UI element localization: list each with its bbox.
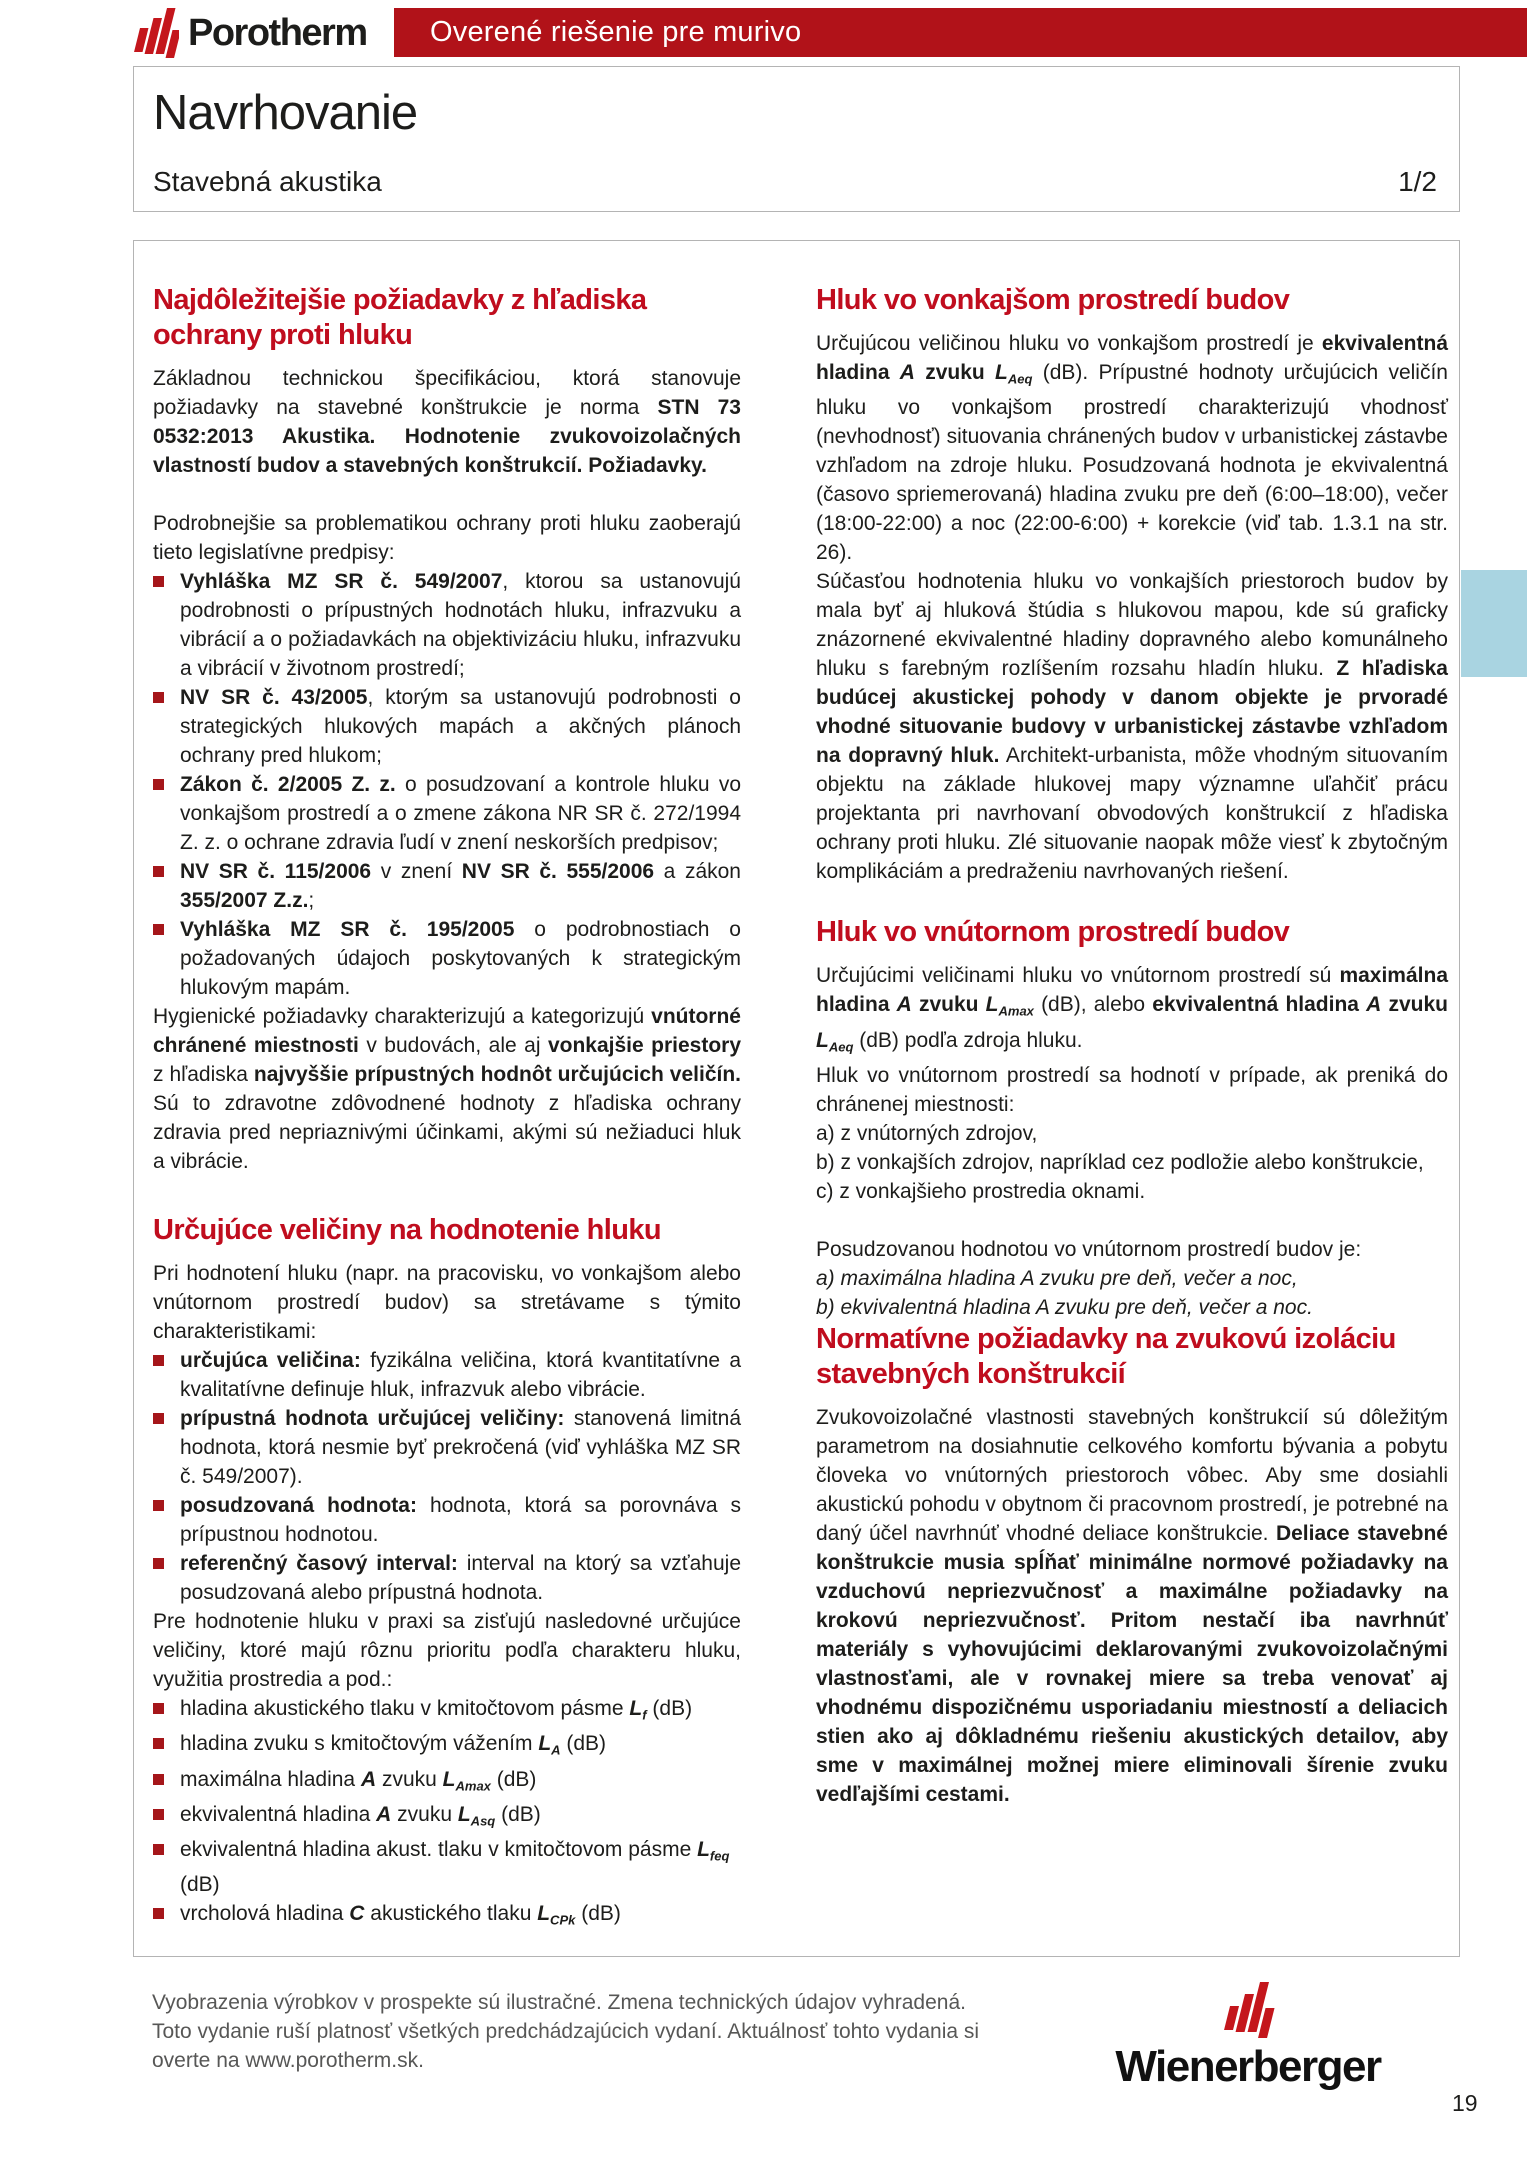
list-item — [153, 1346, 741, 1404]
wienerberger-brand-name: Wienerberger — [1115, 2042, 1381, 2091]
porotherm-bars-icon — [133, 8, 179, 58]
page-subtitle: Stavebná akustika — [153, 166, 382, 197]
banner-slogan: Overené riešenie pre murivo — [430, 16, 802, 48]
list-item — [153, 1899, 741, 1934]
left-column — [153, 283, 741, 1935]
bullet-icon — [153, 1738, 164, 1749]
wienerberger-bars-icon — [1078, 1982, 1418, 2040]
assessed-item: a) maximálna hladina A zvuku pre deň, večer a noc, — [816, 1266, 1298, 1290]
bullet-icon — [153, 576, 164, 587]
bullet-icon — [153, 779, 164, 790]
terms-list — [153, 1346, 741, 1607]
page-number: 19 — [1452, 2090, 1478, 2116]
list-item — [153, 1491, 741, 1549]
list-item-text: Vyhláška MZ SR č. 195/2005 o podrobnostiach o požadovaných údajoch poskytovaných k strategickým hlukovým mapám. — [180, 918, 741, 999]
list-item — [153, 1800, 741, 1835]
indoor-source-item: a) z vnútorných zdrojov, — [816, 1121, 1038, 1145]
section-heading-normative: Normatívne požiadavky na zvukovú izoláciu stavebných konštrukcií — [816, 1322, 1396, 1390]
bullet-icon — [153, 1500, 164, 1511]
list-item-text: NV SR č. 115/2006 v znení NV SR č. 555/2006 a zákon 355/2007 Z.z.; — [180, 860, 741, 912]
list-item — [153, 567, 741, 683]
section-heading-indoor-noise: Hluk vo vnútornom prostredí budov — [816, 916, 1290, 949]
paragraph-quantities-intro: Pri hodnotení hluku (napr. na pracovisku, vo vonkajšom alebo vnútornom prostredí budov) sa stretávame s týmito charakteristikami: — [153, 1262, 741, 1343]
paragraph-indoor-2: Hluk vo vnútornom prostredí sa hodnotí v prípade, ak preniká do chránenej miestnosti: — [816, 1063, 1448, 1116]
title-box — [133, 66, 1460, 212]
list-item — [153, 1404, 741, 1491]
list-item-text: hladina akustického tlaku v kmitočtovom pásme $L_f$ (dB) — [180, 1697, 693, 1723]
legal-list — [153, 567, 741, 1002]
list-item-text: určujúca veličina: fyzikálna veličina, ktorá kvantitatívne a kvalitatívne definuje hluk, infrazvuk alebo vibrácie. — [180, 1349, 742, 1401]
paragraph-outdoor-1: Určujúcou veličinou hluku vo vonkajšom prostredí je ekvivalentná hladina A zvuku $L_{Aeq}$ (dB). Prípustné hodnoty určujúcich veličín hluku vo vonkajšom prostredí charakterizujú vhodnosť (nevhodnosť) situovania chránených budov v urbanistickej zástavbe vzhľadom na zdroje hluku. Posudzovaná hodnota je ekvivalentná (časovo spriemerovaná) hladina zvuku pre deň (6:00–18:00), večer (18:00-22:00) a noc (22:00-6:00) + korekcie (viď tab. 1.3.1 na str. 26). — [816, 332, 1448, 565]
list-item-text: prípustná hodnota určujúcej veličiny: stanovená limitná hodnota, ktorá nesmie byť prekročená (viď vyhláška MZ SR č. 549/2007). — [180, 1407, 742, 1488]
section-heading-requirements: Najdôležitejšie požiadavky z hľadiska ochrany proti hluku — [153, 284, 647, 351]
bullet-icon — [153, 1908, 164, 1919]
section-heading-quantities: Určujúce veličiny na hodnotenie hluku — [153, 1214, 661, 1246]
bullet-icon — [153, 692, 164, 703]
list-item — [153, 770, 741, 857]
list-item — [153, 1694, 741, 1729]
bullet-icon — [153, 866, 164, 877]
bullet-icon — [153, 1809, 164, 1820]
paragraph-norm: Základnou technickou špecifikáciou, ktorá stanovuje požiadavky na stavebné konštrukcie je norma STN 73 0532:2013 Akustika. Hodnotenie zvukovoizolačných vlastností budov a stavebných konštrukcií. Požiadavky. — [153, 367, 741, 477]
list-item-text: NV SR č. 43/2005, ktorým sa ustanovujú podrobnosti o strategických hlukových mapách a akčných plánoch ochrany pred hlukom; — [180, 686, 741, 767]
list-item — [153, 857, 741, 915]
bullet-icon — [153, 1355, 164, 1366]
porotherm-brand-name: Porotherm — [188, 11, 367, 54]
paragraph-indoor-1: Určujúcimi veličinami hluku vo vnútornom prostredí sú maximálna hladina A zvuku $L_{Amax}$ (dB), alebo ekvivalentná hladina A zvuku $L_{Aeq}$ (dB) podľa zdroja hluku. — [816, 964, 1448, 1054]
bullet-icon — [153, 1558, 164, 1569]
indoor-source-item: c) z vonkajšieho prostredia oknami. — [816, 1179, 1146, 1203]
bullet-icon — [153, 1844, 164, 1855]
porotherm-logo — [133, 9, 367, 57]
bullet-icon — [153, 1774, 164, 1785]
page-title: Navrhovanie — [153, 86, 418, 140]
assessed-item: b) ekvivalentná hladina A zvuku pre deň, večer a noc. — [816, 1295, 1313, 1319]
paragraph-assessed-intro: Posudzovanou hodnotou vo vnútornom prostredí budov je: — [816, 1237, 1362, 1261]
paragraph-practice-intro: Pre hodnotenie hluku v praxi sa zisťujú nasledovné určujúce veličiny, ktoré majú rôznu prioritu podľa charakteru hluku, využitia prostredia a pod.: — [153, 1610, 741, 1691]
list-item-text: hladina zvuku s kmitočtovým vážením $L_A$ (dB) — [180, 1732, 607, 1758]
bullet-icon — [153, 1703, 164, 1714]
content-panel — [133, 240, 1460, 1957]
list-item — [153, 1549, 741, 1607]
indoor-source-item: b) z vonkajších zdrojov, napríklad cez podložie alebo konštrukcie, — [816, 1150, 1424, 1174]
paragraph-legislation-intro: Podrobnejšie sa problematikou ochrany proti hluku zaoberajú tieto legislatívne predpisy: — [153, 512, 741, 564]
footer-disclaimer: Vyobrazenia výrobkov v prospekte sú ilustračné. Zmena technických údajov vyhradená. Toto vydanie ruší platnosť všetkých predchádzajúcich vydaní. Aktuálnosť tohto vydania si overte na www.porotherm.sk. — [152, 1991, 980, 2072]
bullet-icon — [153, 924, 164, 935]
list-item — [153, 915, 741, 1002]
list-item — [153, 1729, 741, 1764]
list-item-text: Zákon č. 2/2005 Z. z. o posudzovaní a kontrole hluku vo vonkajšom prostredí a o zmene zákona NR SR č. 272/1994 Z. z. o ochrane zdravia ľudí v znení neskorších predpisov; — [180, 773, 741, 854]
list-item-text: ekvivalentná hladina akust. tlaku v kmitočtovom pásme $L_{feq}$ (dB) — [180, 1838, 730, 1897]
header-banner — [394, 8, 1527, 57]
list-item-text: posudzovaná hodnota: hodnota, ktorá sa porovnáva s prípustnou hodnotou. — [180, 1494, 741, 1546]
list-item-text: Vyhláška MZ SR č. 549/2007, ktorou sa ustanovujú podrobnosti o prípustných hodnotách hluku, infrazvuku a vibrácií a o požiadavkách na objektivizáciu hluku, infrazvuku a vibrácií v životnom prostredí; — [180, 570, 741, 680]
section-heading-outdoor-noise: Hluk vo vonkajšom prostredí budov — [816, 284, 1290, 316]
list-item — [153, 683, 741, 770]
paragraph-normative: Zvukovoizolačné vlastnosti stavebných konštrukcií sú dôležitým parametrom na dosiahnutie celkového komfortu bývania a pobytu človeka vo vnútorných priestoroch vôbec. Aby sme dosiahli akustickú pohodu v obytnom či pracovnom prostredí, je potrebné na daný účel navrhnúť vhodné deliace konštrukcie. Deliace stavebné konštrukcie musia spĺňať minimálne normové požiadavky na vzduchovú nepriezvučnosť a maximálne požiadavky na krokovú nepriezvučnosť. Pritom nestačí iba navrhnúť materiály s vyhovujúcimi deklarovanými zvukovoizolačnými vlastnosťami, ale v rovnakej miere sa treba venovať aj vhodnému dispozičnému usporiadaniu miestností a deliacich stien ako aj dôkladnému riešeniu akustických detailov, aby sme v maximálnej možnej miere eliminovali šírenie zvuku vedľajšími cestami. — [816, 1405, 1448, 1806]
paragraph-hygienic: Hygienické požiadavky charakterizujú a kategorizujú vnútorné chránené miestnosti v budovách, ale aj vonkajšie priestory z hľadiska najvyššie prípustných hodnôt určujúcich veličín. Sú to zdravotne zdôvodnené hodnoty z hľadiska ochrany zdravia pred nepriaznivými účinkami, akými sú nežiaduci hluk a vibrácie. — [153, 1005, 742, 1173]
list-item — [153, 1835, 741, 1899]
paragraph-outdoor-2: Súčasťou hodnotenia hluku vo vonkajších priestoroch budov by mala byť aj hluková štúdia s hlukovou mapou, kde sú graficky znázornené ekvivalentné hladiny dopravného alebo komunálneho hluku s farebným rozlíšením rozsahu hladín hluku. Z hľadiska budúcej akustickej pohody v danom objekte je prvoradé vhodné situovanie budovy v urbanistickej zástavbe vzhľadom na dopravný hluk. Architekt-urbanista, môže vhodným situovaním objektu na základe hlukovej mapy významne uľahčiť prácu projektanta pri navrhovaní obvodových konštrukcií z hľadiska ochrany proti hluku. Zlé situovanie naopak môže viesť k zbytočným komplikáciám a predraženiu navrhovaných riešení. — [816, 570, 1448, 884]
edge-register-tab — [1461, 570, 1527, 677]
list-item-text: maximálna hladina A zvuku $L_{Amax}$ (dB) — [180, 1767, 537, 1793]
page-indicator: 1/2 — [1398, 166, 1437, 197]
quantities-list — [153, 1694, 741, 1935]
list-item-text: referenčný časový interval: interval na ktorý sa vzťahuje posudzovaná alebo prípustná hodnota. — [180, 1552, 741, 1604]
wienerberger-logo — [1078, 1982, 1418, 2092]
list-item-text: ekvivalentná hladina A zvuku $L_{Asq}$ (dB) — [180, 1802, 541, 1829]
right-column — [816, 283, 1448, 1809]
list-item — [153, 1765, 741, 1800]
list-item-text: vrcholová hladina C akustického tlaku $L_{CPk}$ (dB) — [180, 1902, 621, 1928]
bullet-icon — [153, 1413, 164, 1424]
